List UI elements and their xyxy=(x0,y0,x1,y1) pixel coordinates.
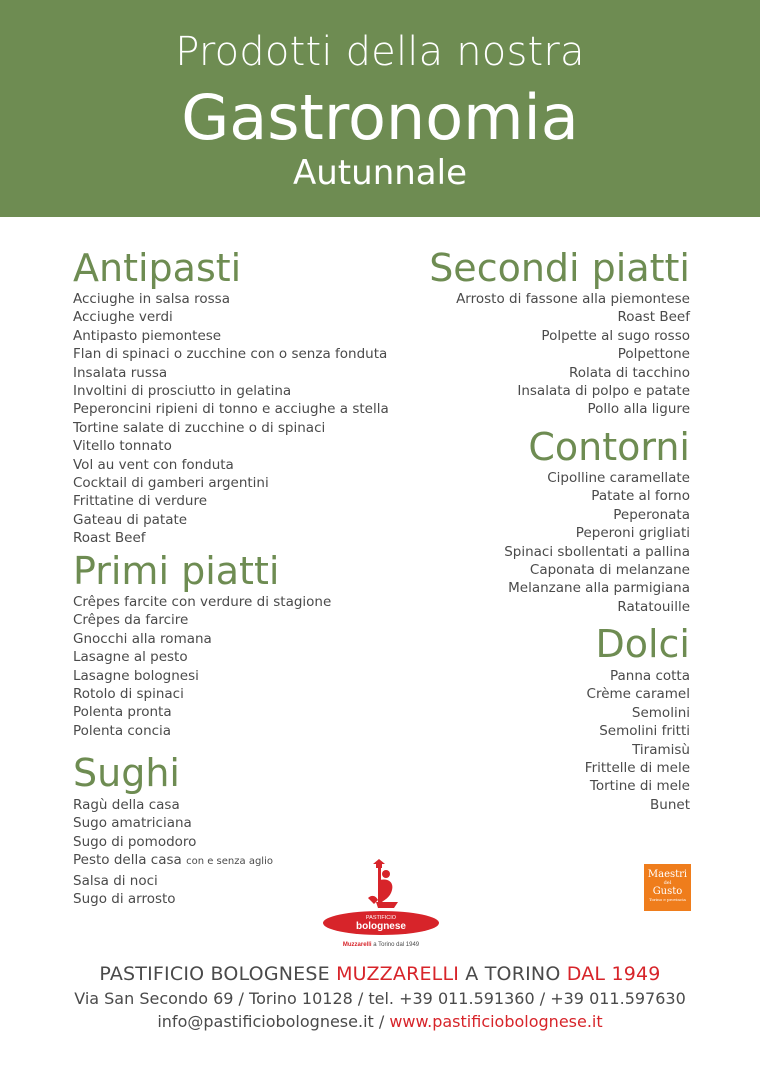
list-item: Insalata russa xyxy=(73,364,168,381)
logo-tagline-brand: Muzzarelli xyxy=(342,942,372,948)
badge-line-3: Gusto xyxy=(652,886,683,897)
list-item: Rolata di tacchino xyxy=(568,364,690,381)
header-banner xyxy=(0,0,760,217)
footer-part-4: DAL 1949 xyxy=(566,963,661,985)
list-item: Pollo alla ligure xyxy=(587,401,690,418)
list-item: Tortine di mele xyxy=(589,778,690,795)
list-item: Peperonata xyxy=(613,506,690,523)
list-item: Vitello tonnato xyxy=(73,438,172,455)
footer-part-1: PASTIFICIO BOLOGNESE xyxy=(99,963,337,985)
header-title: Gastronomia xyxy=(181,81,579,154)
list-item: Sugo amatriciana xyxy=(73,815,192,832)
list-item: Polenta pronta xyxy=(73,704,172,721)
footer-contacts xyxy=(0,1011,760,1033)
pesto-note: con e senza aglio xyxy=(186,856,273,868)
header-line-1: Prodotti della nostra xyxy=(175,29,585,75)
contorni-list xyxy=(504,469,690,616)
list-item: Semolini xyxy=(631,704,690,721)
list-item: Peperoncini ripieni di tonno e acciughe a stella xyxy=(73,401,389,418)
list-item: Caponata di melanzane xyxy=(529,562,690,579)
list-item: Frittelle di mele xyxy=(584,760,690,777)
pesto-label: Pesto della casa xyxy=(73,852,182,869)
list-item: Polpette al sugo rosso xyxy=(541,327,690,344)
list-item: Bunet xyxy=(650,796,690,813)
primi-list xyxy=(73,593,331,740)
list-item: Acciughe in salsa rossa xyxy=(73,291,230,307)
section-title-antipasti: Antipasti xyxy=(73,246,242,290)
list-item: Polenta concia xyxy=(73,722,172,739)
list-item: Panna cotta xyxy=(609,668,690,684)
footer-separator: / xyxy=(373,1012,390,1031)
footer-address: Via San Secondo 69 / Torino 10128 / tel. +39 011.591360 / +39 011.597630 xyxy=(74,989,686,1008)
badge-line-2: del xyxy=(663,880,672,886)
footer-part-3: A TORINO xyxy=(459,963,567,985)
list-item: Acciughe verdi xyxy=(73,309,173,326)
list-item: Involtini di prosciutto in gelatina xyxy=(73,383,292,400)
header-subtitle: Autunnale xyxy=(293,153,467,193)
list-item: Rotolo di spinaci xyxy=(73,686,184,703)
logo-name-text: bolognese xyxy=(355,921,407,932)
footer-email[interactable]: info@pastificiobolognese.it xyxy=(157,1012,374,1031)
list-item: Flan di spinaci o zucchine con o senza fonduta xyxy=(73,346,388,363)
section-title-primi: Primi piatti xyxy=(73,549,280,593)
pastificio-logo xyxy=(318,858,444,953)
footer-company-line xyxy=(0,961,760,987)
list-item: Tiramisù xyxy=(632,741,690,758)
badge-line-4: Torino e provincia xyxy=(649,897,686,902)
antipasti-list xyxy=(73,290,389,548)
list-item: Vol au vent con fonduta xyxy=(73,456,234,473)
logo-tagline-rest: a Torino dal 1949 xyxy=(371,942,420,948)
section-title-secondi: Secondi piatti xyxy=(429,246,690,290)
list-item: Frittatine di verdure xyxy=(73,493,208,510)
neptune-statue-icon xyxy=(368,859,398,908)
list-item: Semolini fritti xyxy=(599,723,690,740)
list-item: Lasagne bolognesi xyxy=(73,667,199,684)
list-item: Arrosto di fassone alla piemontese xyxy=(456,291,690,307)
section-title-contorni: Contorni xyxy=(528,425,690,469)
list-item: Ragù della casa xyxy=(73,797,180,813)
list-item xyxy=(73,851,273,871)
list-item: Gateau di patate xyxy=(73,511,188,528)
list-item: Tortine salate di zucchine o di spinaci xyxy=(73,419,326,436)
list-item: Cipolline caramellate xyxy=(547,470,690,486)
logo-tagline xyxy=(343,942,420,948)
list-item: Crème caramel xyxy=(586,686,690,703)
list-item: Roast Beef xyxy=(617,309,690,326)
list-item: Polpettone xyxy=(617,346,690,363)
footer-part-2: MUZZARELLI xyxy=(336,963,460,985)
logo-top-text: PASTIFICIO xyxy=(365,915,397,921)
list-item: Antipasto piemontese xyxy=(73,327,222,344)
section-title-dolci: Dolci xyxy=(595,622,690,666)
section-title-sughi: Sughi xyxy=(73,751,180,795)
badge-line-1: Maestri xyxy=(647,869,688,880)
list-item: Spinaci sbollentati a pallina xyxy=(504,543,690,560)
list-item: Roast Beef xyxy=(73,530,146,547)
maestri-del-gusto-badge xyxy=(644,864,691,911)
list-item: Sugo di arrosto xyxy=(73,891,176,908)
list-item: Crêpes da farcire xyxy=(73,612,189,629)
dolci-list xyxy=(585,667,690,814)
list-item: Patate al forno xyxy=(591,488,690,505)
list-item: Ratatouille xyxy=(617,598,690,615)
list-item: Insalata di polpo e patate xyxy=(517,383,690,400)
list-item: Cocktail di gamberi argentini xyxy=(73,475,269,492)
list-item: Crêpes farcite con verdure di stagione xyxy=(73,594,332,610)
list-item: Salsa di noci xyxy=(73,872,158,889)
list-item: Peperoni grigliati xyxy=(575,525,690,542)
list-item: Melanzane alla parmigiana xyxy=(508,580,690,597)
list-item: Gnocchi alla romana xyxy=(73,630,212,647)
list-item: Sugo di pomodoro xyxy=(73,833,197,850)
footer-website-link[interactable]: www.pastificiobolognese.it xyxy=(389,1012,603,1031)
list-item: Lasagne al pesto xyxy=(73,649,188,666)
secondi-list xyxy=(456,290,690,419)
sughi-list xyxy=(73,796,273,908)
